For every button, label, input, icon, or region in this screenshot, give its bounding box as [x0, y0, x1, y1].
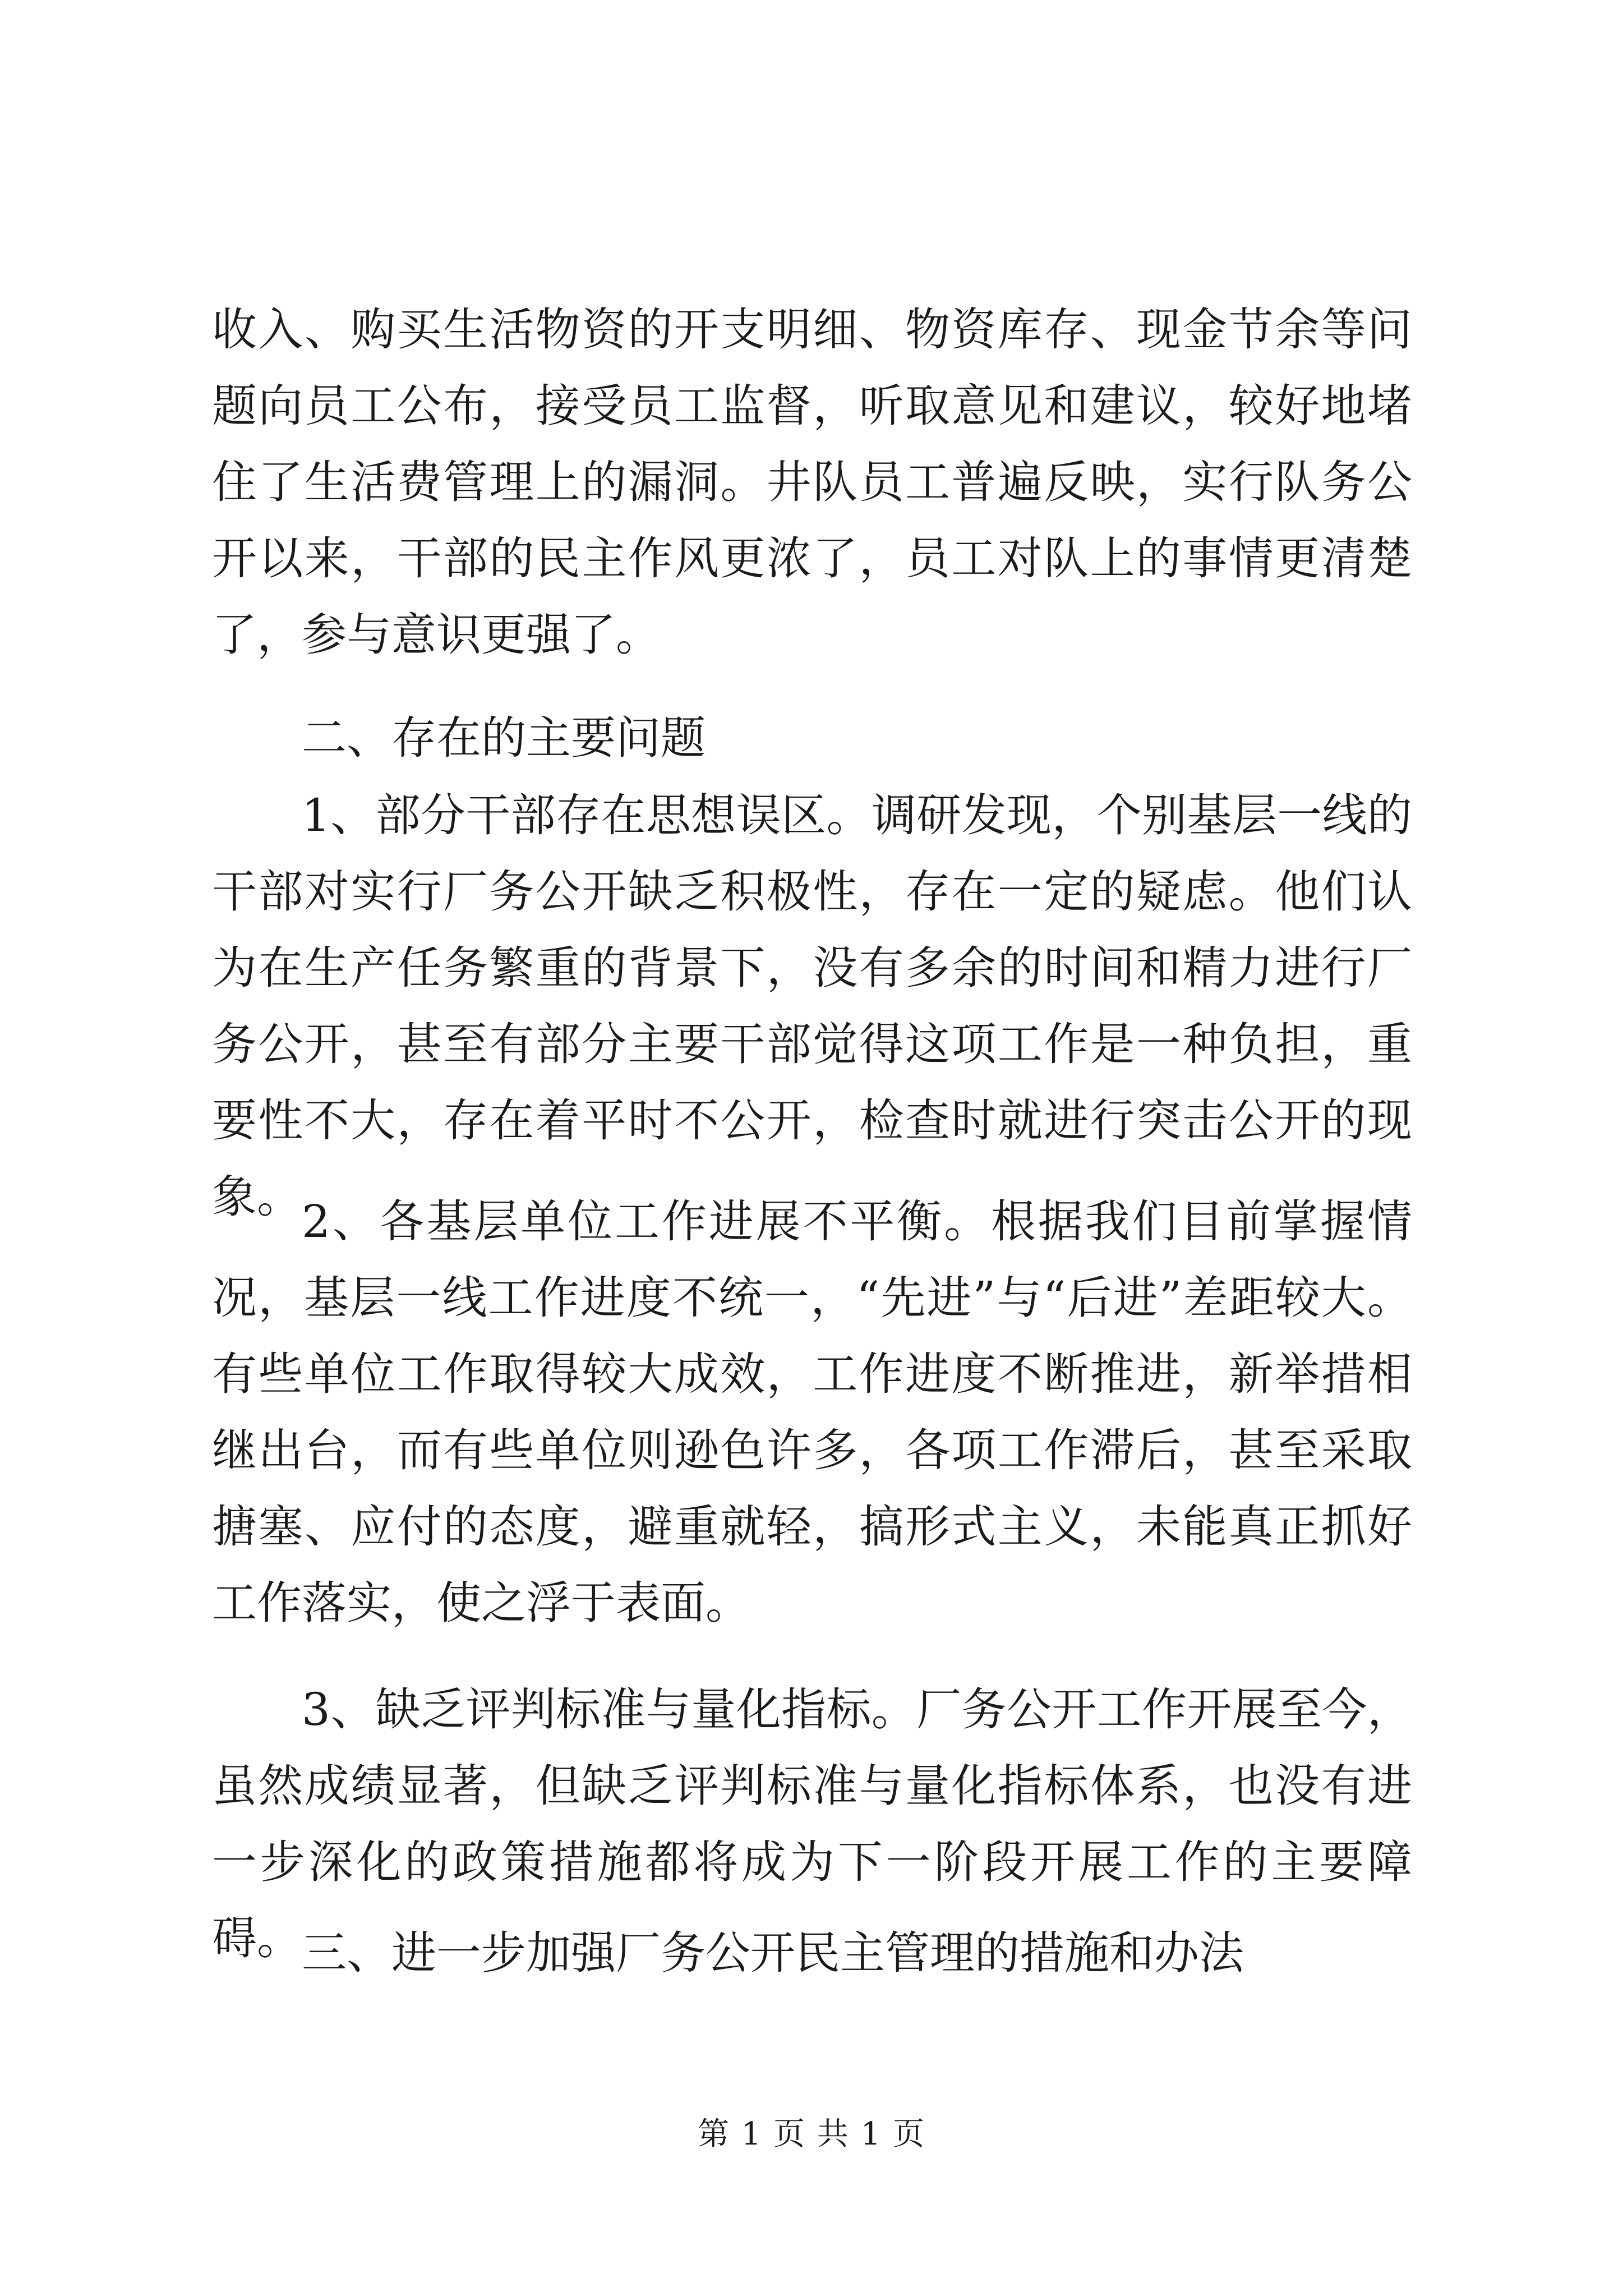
paragraph-problem-1: 1、部分干部存在思想误区。调研发现，个别基层一线的干部对实行厂务公开缺乏积极性，存在一定的疑虑。他们认为在生产任务繁重的背景下，没有多余的时间和精力进行厂务公开，甚至有部分主要干部觉得这项工作是一种负担，重要性不大，存在着平时不公开，检查时就进行突击公开的现象。 [212, 789, 1412, 1223]
section-heading-problems: 二、存在的主要问题 [302, 712, 706, 764]
paragraph-problem-2: 2、各基层单位工作进展不平衡。根据我们目前掌握情况，基层一线工作进度不统一，“先进”与“后进”差距较大。有些单位工作取得较大成效，工作进度不断推进，新举措相继出台，而有些单位则逊色许多，各项工作滞后，甚至采取搪塞、应付的态度，避重就轻，搞形式主义，未能真正抓好工作落实，使之浮于表面。 [212, 1195, 1412, 1629]
page-number-footer: 第 1 页 共 1 页 [697, 2116, 926, 2152]
section-heading-measures: 三、进一步加强厂务公开民主管理的措施和办法 [302, 1927, 1244, 1979]
paragraph-continued: 收入、购买生活物资的开支明细、物资库存、现金节余等问题向员工公布，接受员工监督，听取意见和建议，较好地堵住了生活费管理上的漏洞。井队员工普遍反映，实行队务公开以来，干部的民主作风更浓了，员工对队上的事情更清楚了，参与意识更强了。 [212, 303, 1412, 661]
paragraph-problem-3: 3、缺乏评判标准与量化指标。厂务公开工作开展至今，虽然成绩显著，但缺乏评判标准与量化指标体系，也没有进一步深化的政策措施都将成为下一阶段开展工作的主要障碍。 [212, 1683, 1412, 1964]
